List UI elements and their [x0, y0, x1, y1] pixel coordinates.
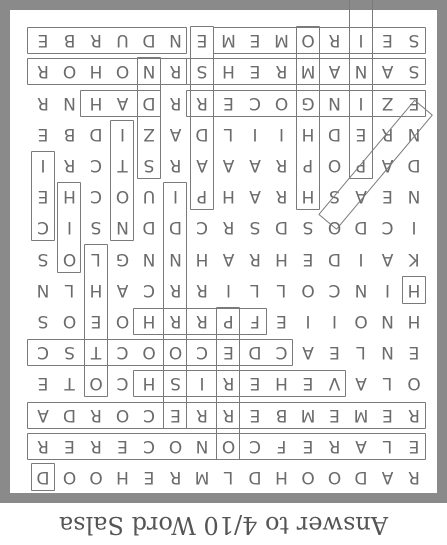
grid-letter: A: [249, 186, 261, 207]
grid-letter: N: [381, 311, 394, 331]
grid-letter: R: [275, 155, 288, 175]
grid-letter: D: [62, 404, 77, 425]
grid-letter: I: [120, 123, 126, 144]
grid-letter: U: [116, 30, 129, 51]
grid-letter: C: [381, 217, 394, 238]
grid-letter: H: [301, 186, 315, 207]
grid-letter: C: [249, 435, 261, 456]
grid-letter: S: [90, 217, 102, 238]
grid-letter: O: [327, 467, 342, 487]
grid-letter: R: [275, 61, 288, 82]
grid-letter: L: [382, 435, 393, 456]
grid-letter: O: [62, 311, 77, 331]
grid-letter: E: [170, 404, 181, 425]
grid-letter: R: [408, 467, 420, 487]
grid-letter: P: [302, 155, 314, 175]
grid-letter: C: [249, 92, 261, 113]
grid-letter: E: [355, 123, 367, 144]
grid-letter: N: [169, 248, 182, 269]
grid-letter: O: [62, 467, 77, 487]
grid-letter: N: [328, 92, 341, 113]
grid-letter: R: [90, 30, 102, 51]
grid-letter: O: [168, 342, 183, 363]
grid-letter: E: [302, 248, 314, 269]
grid-letter: A: [37, 404, 49, 425]
grid-letter: R: [196, 311, 208, 331]
grid-letter: A: [381, 61, 394, 82]
grid-letter: A: [381, 467, 394, 487]
grid-letter: L: [64, 279, 75, 300]
grid-letter: E: [143, 467, 155, 487]
grid-letter: R: [328, 30, 341, 51]
grid-letter: O: [327, 217, 342, 238]
grid-letter: N: [116, 217, 129, 238]
grid-letter: M: [194, 467, 210, 487]
grid-letter: N: [63, 92, 76, 113]
grid-letter: T: [117, 155, 128, 175]
grid-letter: N: [142, 61, 156, 82]
grid-letter: Z: [381, 92, 394, 113]
grid-letter: G: [115, 248, 130, 269]
grid-letter: S: [329, 186, 340, 207]
grid-letter: U: [142, 186, 156, 207]
grid-letter: R: [169, 279, 182, 300]
grid-letter: C: [90, 186, 102, 207]
grid-letter: M: [300, 61, 316, 82]
grid-letter: H: [222, 186, 235, 207]
grid-letter: E: [382, 404, 393, 425]
grid-letter: A: [328, 61, 341, 82]
grid-letter: L: [223, 467, 234, 487]
grid-letter: D: [327, 123, 342, 144]
grid-letter: E: [329, 342, 340, 363]
grid-letter: H: [275, 248, 288, 269]
grid-letter: A: [355, 373, 367, 394]
grid-letter: R: [169, 467, 182, 487]
grid-letter: D: [354, 217, 368, 238]
grid-letter: E: [90, 311, 102, 331]
grid-letter: E: [37, 186, 49, 207]
grid-letter: C: [196, 342, 208, 363]
grid-letter: E: [249, 30, 261, 51]
grid-letter: E: [302, 435, 314, 456]
grid-letter: D: [248, 467, 262, 487]
grid-letter: F: [276, 435, 287, 456]
grid-letter: R: [222, 404, 235, 425]
grid-letter: O: [301, 279, 315, 300]
grid-letter: O: [274, 92, 289, 113]
grid-letter: L: [276, 279, 287, 300]
grid-letter: I: [252, 123, 258, 144]
grid-letter: E: [223, 92, 234, 113]
grid-letter: D: [354, 467, 368, 487]
grid-letter: D: [274, 217, 289, 238]
grid-letter: G: [301, 92, 315, 113]
grid-letter: H: [407, 279, 421, 300]
grid-letter: R: [169, 155, 182, 175]
grid-letter: E: [408, 435, 420, 456]
grid-letter: I: [279, 123, 285, 144]
grid-letter: O: [89, 373, 103, 394]
grid-letter: A: [355, 186, 367, 207]
grid-letter: B: [63, 30, 76, 51]
grid-letter: K: [408, 248, 420, 269]
grid-letter: R: [196, 92, 208, 113]
grid-letter: A: [355, 435, 367, 456]
grid-letter: H: [275, 467, 288, 487]
grid-letter: R: [37, 435, 49, 456]
grid-letter: B: [275, 404, 288, 425]
grid-letter: C: [116, 373, 129, 394]
grid-letter: E: [408, 92, 420, 113]
letter-grid: [20, 20, 427, 490]
grid-letter: C: [143, 435, 155, 456]
grid-letter: C: [328, 279, 341, 300]
grid-letter: S: [408, 30, 420, 51]
grid-letter: A: [116, 279, 129, 300]
grid-letter: S: [37, 311, 49, 331]
grid-letter: E: [249, 61, 261, 82]
grid-letter: R: [328, 435, 341, 456]
grid-letter: E: [64, 435, 75, 456]
grid-letter: O: [301, 30, 315, 51]
grid-letter: O: [115, 186, 130, 207]
grid-letter: A: [169, 123, 182, 144]
grid-letter: E: [37, 30, 49, 51]
grid-letter: O: [354, 311, 368, 331]
grid-letter: E: [382, 30, 393, 51]
grid-letter: H: [142, 373, 156, 394]
grid-letter: S: [196, 61, 208, 82]
grid-letter: S: [143, 155, 155, 175]
grid-letter: E: [408, 342, 420, 363]
grid-letter: C: [143, 279, 155, 300]
grid-letter: O: [89, 467, 103, 487]
grid-letter: B: [63, 123, 76, 144]
grid-letter: R: [222, 217, 235, 238]
grid-letter: P: [355, 155, 367, 175]
grid-letter: I: [411, 217, 417, 238]
grid-letter: D: [248, 342, 262, 363]
grid-letter: A: [302, 342, 314, 363]
grid-letter: R: [169, 61, 182, 82]
grid-letter: A: [116, 92, 129, 113]
grid-letter: H: [63, 186, 76, 207]
grid-letter: N: [354, 61, 368, 82]
grid-letter: H: [89, 61, 103, 82]
grid-letter: D: [142, 217, 156, 238]
grid-letter: H: [89, 92, 103, 113]
grid-letter: C: [196, 217, 208, 238]
grid-letter: T: [90, 342, 102, 363]
grid-letter: M: [221, 30, 236, 51]
grid-letter: R: [381, 123, 394, 144]
grid-letter: R: [63, 155, 76, 175]
grid-letter: I: [358, 92, 364, 113]
grid-letter: R: [90, 435, 102, 456]
grid-letter: I: [67, 217, 73, 238]
grid-letter: V: [328, 373, 341, 394]
grid-letter: O: [115, 404, 130, 425]
grid-letter: E: [37, 123, 49, 144]
grid-letter: C: [116, 342, 129, 363]
grid-letter: A: [222, 248, 235, 269]
grid-letter: H: [89, 279, 103, 300]
grid-letter: H: [222, 61, 235, 82]
grid-letter: H: [116, 467, 129, 487]
grid-letter: N: [36, 279, 50, 300]
grid-letter: L: [91, 248, 101, 269]
grid-letter: N: [169, 30, 182, 51]
grid-letter: E: [249, 373, 261, 394]
grid-letter: H: [301, 123, 315, 144]
grid-letter: R: [169, 311, 182, 331]
grid-letter: R: [37, 92, 49, 113]
grid-letter: A: [381, 155, 394, 175]
grid-letter: L: [223, 123, 234, 144]
grid-letter: O: [62, 248, 77, 269]
answer-caption: Answer to 4/10 Word Salsa: [58, 511, 389, 539]
grid-letter: C: [37, 342, 49, 363]
grid-letter: C: [275, 342, 288, 363]
grid-letter: C: [37, 217, 49, 238]
grid-letter: S: [302, 217, 314, 238]
grid-letter: S: [170, 373, 181, 394]
grid-letter: N: [142, 248, 156, 269]
grid-letter: D: [195, 123, 209, 144]
grid-letter: D: [142, 30, 156, 51]
grid-letter: R: [249, 248, 261, 269]
grid-letter: E: [329, 404, 340, 425]
grid-letter: H: [195, 248, 209, 269]
grid-letter: D: [36, 467, 50, 487]
grid-letter: E: [223, 342, 234, 363]
grid-letter: D: [327, 248, 342, 269]
grid-letter: N: [195, 435, 209, 456]
grid-letter: A: [222, 155, 235, 175]
grid-letter: H: [275, 373, 288, 394]
grid-letter: D: [407, 155, 421, 175]
grid-letter: C: [143, 404, 155, 425]
grid-letter: M: [353, 404, 369, 425]
grid-letter: D: [168, 217, 183, 238]
grid-letter: T: [64, 373, 75, 394]
grid-letter: C: [90, 155, 102, 175]
word-search-puzzle: [20, 20, 427, 490]
grid-letter: I: [385, 279, 391, 300]
grid-letter: N: [354, 279, 368, 300]
grid-letter: R: [275, 186, 288, 207]
grid-letter: E: [37, 373, 49, 394]
grid-letter: A: [249, 155, 261, 175]
grid-letter: M: [300, 404, 316, 425]
grid-letter: I: [173, 186, 179, 207]
grid-letter: E: [276, 311, 287, 331]
grid-letter: I: [358, 248, 364, 269]
grid-letter: A: [381, 248, 394, 269]
grid-letter: P: [196, 186, 208, 207]
grid-letter: N: [407, 123, 421, 144]
grid-letter: O: [407, 373, 421, 394]
grid-letter: A: [196, 155, 208, 175]
grid-letter: R: [222, 373, 235, 394]
grid-letter: R: [37, 61, 49, 82]
grid-letter: H: [407, 311, 421, 331]
grid-letter: O: [221, 435, 236, 456]
grid-letter: O: [301, 467, 315, 487]
grid-letter: S: [37, 248, 49, 269]
grid-letter: N: [381, 342, 394, 363]
grid-letter: R: [169, 92, 182, 113]
grid-letter: E: [196, 30, 208, 51]
grid-letter: O: [168, 435, 183, 456]
grid-letter: N: [407, 186, 421, 207]
grid-letter: I: [358, 30, 364, 51]
grid-letter: D: [89, 123, 103, 144]
grid-letter: D: [142, 92, 156, 113]
grid-letter: L: [382, 373, 393, 394]
grid-letter: Z: [143, 123, 155, 144]
grid-letter: S: [408, 61, 420, 82]
grid-letter: I: [305, 311, 311, 331]
grid-letter: I: [332, 311, 338, 331]
grid-letter: R: [196, 279, 208, 300]
grid-letter: H: [142, 311, 156, 331]
grid-letter: E: [249, 404, 261, 425]
grid-letter: I: [199, 373, 205, 394]
grid-letter: I: [40, 155, 46, 175]
grid-letter: S: [64, 342, 75, 363]
grid-letter: P: [223, 311, 234, 331]
grid-letter: M: [274, 30, 289, 51]
grid-letter: O: [115, 311, 130, 331]
grid-letter: L: [356, 342, 366, 363]
grid-letter: O: [327, 155, 342, 175]
grid-letter: L: [250, 279, 260, 300]
grid-letter: S: [249, 217, 261, 238]
grid-letter: R: [196, 404, 208, 425]
grid-letter: R: [408, 404, 420, 425]
grid-letter: E: [382, 186, 393, 207]
grid-letter: O: [115, 61, 130, 82]
grid-letter: E: [117, 435, 128, 456]
grid-letter: R: [90, 404, 102, 425]
grid-letter: O: [62, 61, 77, 82]
grid-letter: O: [142, 342, 156, 363]
grid-letter: E: [302, 373, 314, 394]
grid-letter: I: [226, 279, 232, 300]
grid-letter: F: [250, 311, 260, 331]
